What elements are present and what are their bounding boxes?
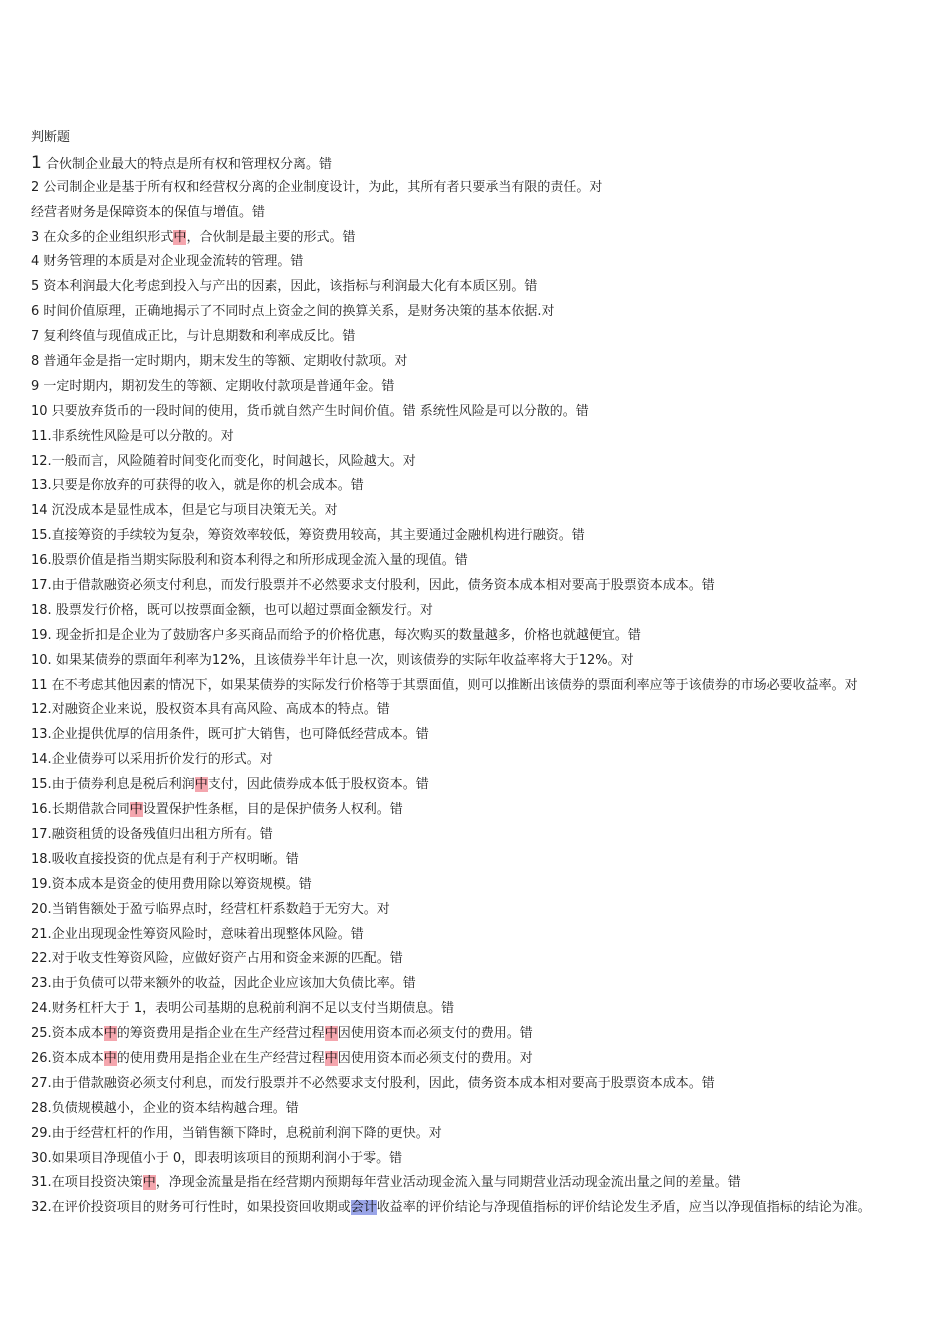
question-text: 资本成本 (51, 1050, 104, 1066)
question-text: 如果某债券的票面年利率为12%，且该债券半年计息一次，则该债券的实际年收益率将大于12%。对 (51, 652, 634, 668)
question-line (31, 325, 946, 350)
question-number: 26. (31, 1050, 52, 1066)
question-text: 只要是你放弃的可获得的收入，就是你的机会成本。错 (51, 478, 364, 494)
question-line (31, 1022, 946, 1047)
question-number: 24. (31, 1001, 52, 1017)
question-line (31, 1047, 946, 1072)
question-text: 在评价投资项目的财务可行性时，如果投资回收期或 (51, 1200, 351, 1216)
question-line (31, 474, 946, 499)
question-number: 4 (31, 254, 40, 270)
question-text: 因使用资本而必须支付的费用。错 (337, 1026, 533, 1042)
question-line (31, 848, 946, 873)
question-number: 15. (31, 528, 52, 544)
search-highlight: 中 (103, 1026, 117, 1042)
question-text: 在项目投资决策 (51, 1175, 143, 1191)
question-text: 现金折扣是企业为了鼓励客户多买商品而给予的价格优惠，每次购买的数量越多，价格也就越便宜。错 (51, 627, 641, 643)
question-text: 长期借款合同 (51, 802, 130, 818)
question-line (31, 1196, 946, 1221)
question-line (31, 1147, 946, 1172)
search-highlight: 中 (103, 1050, 117, 1066)
question-text: 由于借款融资必须支付利息，而发行股票并不必然要求支付股利，因此，债务资本成本相对要高于股票资本成本。错 (51, 1075, 715, 1091)
question-number: 17. (31, 826, 52, 842)
question-number: 11 (31, 677, 48, 693)
question-text: ，净现金流量是指在经营期内预期每年营业活动现金流入量与同期营业活动现金流出量之间的差量。错 (155, 1175, 741, 1191)
question-line (31, 300, 946, 325)
question-text: 由于借款融资必须支付利息，而发行股票并不必然要求支付股利，因此，债务资本成本相对要高于股票资本成本。错 (51, 578, 715, 594)
question-line (31, 624, 946, 649)
question-text: 如果项目净现值小于 0，即表明该项目的预期利润小于零。错 (51, 1150, 403, 1166)
question-number: 12. (31, 702, 52, 718)
question-line (31, 798, 946, 823)
question-number: 6 (31, 304, 40, 320)
question-number: 10 (31, 403, 48, 419)
question-line (31, 923, 946, 948)
section-title: 判断题 (31, 130, 71, 145)
question-line (31, 823, 946, 848)
question-number: 16. (31, 553, 52, 569)
question-text: 资本利润最大化考虑到投入与产出的因素，因此，该指标与利润最大化有本质区别。错 (39, 279, 538, 295)
search-highlight: 中 (194, 777, 208, 793)
question-line (31, 674, 946, 699)
question-text: 沉没成本是显性成本，但是它与项目决策无关。对 (47, 503, 338, 519)
question-text: 因使用资本而必须支付的费用。对 (337, 1050, 533, 1066)
question-number: 13. (31, 727, 52, 743)
question-line (31, 250, 946, 275)
question-line (31, 599, 946, 624)
question-number: 1 (31, 152, 42, 173)
question-line (31, 873, 946, 898)
question-text: 收益率的评价结论与净现值指标的评价结论发生矛盾，应当以净现值指标的结论为准。 (376, 1200, 871, 1216)
question-text: 资本成本是资金的使用费用除以筹资规模。错 (51, 876, 312, 892)
question-text: 直接筹资的手续较为复杂，筹资效率较低，筹资费用较高，其主要通过金融机构进行融资。错 (51, 528, 585, 544)
question-text: 经营者财务是保障资本的保值与增值。错 (31, 204, 266, 220)
question-line (31, 201, 946, 226)
question-text: 融资租赁的设备残值归出租方所有。错 (51, 826, 273, 842)
question-text: 复利终值与现值成正比，与计息期数和利率成反比。错 (39, 329, 356, 345)
question-number: 29. (31, 1125, 52, 1141)
question-text: 只要放弃货币的一段时间的使用，货币就自然产生时间价值。错 系统性风险是可以分散的。错 (47, 403, 589, 419)
question-number: 5 (31, 279, 40, 295)
question-line (31, 997, 946, 1022)
question-number: 11. (31, 428, 52, 444)
question-line (31, 773, 946, 798)
question-line (31, 898, 946, 923)
question-line (31, 375, 946, 400)
question-text: 在众多的企业组织形式 (39, 229, 174, 245)
question-line (31, 524, 946, 549)
question-line (31, 748, 946, 773)
question-line (31, 549, 946, 574)
question-text: 公司制企业是基于所有权和经营权分离的企业制度设计，为此，其所有者只要承当有限的责任。对 (39, 179, 603, 195)
question-line (31, 176, 946, 201)
question-text: 对于收支性筹资风险，应做好资产占用和资金来源的匹配。错 (51, 951, 403, 967)
question-text: 企业出现现金性筹资风险时，意味着出现整体风险。错 (51, 926, 364, 942)
question-text: 一般而言，风险随着时间变化而变化，时间越长，风险越大。对 (51, 453, 416, 469)
question-text: 企业债券可以采用折价发行的形式。对 (51, 752, 273, 768)
question-number: 16. (31, 802, 52, 818)
question-text: 支付，因此债券成本低于股权资本。错 (207, 777, 429, 793)
question-number: 28. (31, 1100, 52, 1116)
question-text: 财务管理的本质是对企业现金流转的管理。错 (39, 254, 304, 270)
question-number: 8 (31, 354, 40, 370)
question-text: 负债规模越小，企业的资本结构越合理。错 (51, 1100, 299, 1116)
search-highlight: 中 (324, 1050, 338, 1066)
question-line (31, 947, 946, 972)
question-line (31, 723, 946, 748)
question-number: 22. (31, 951, 52, 967)
question-line (31, 151, 946, 176)
question-number: 27. (31, 1075, 52, 1091)
question-number: 19. (31, 876, 52, 892)
question-list (31, 151, 946, 1221)
question-text: 非系统性风险是可以分散的。对 (51, 428, 234, 444)
question-text: ，合伙制是最主要的形式。错 (186, 229, 356, 245)
question-number: 3 (31, 229, 40, 245)
question-text: 当销售额处于盈亏临界点时，经营杠杆系数趋于无穷大。对 (51, 901, 390, 917)
question-text: 财务杠杆大于 1，表明公司基期的息税前利润不足以支付当期债息。错 (51, 1001, 455, 1017)
question-line (31, 1122, 946, 1147)
question-number: 2 (31, 179, 40, 195)
question-text: 的筹资费用是指企业在生产经营过程 (116, 1026, 325, 1042)
question-number: 13. (31, 478, 52, 494)
search-highlight: 中 (129, 802, 143, 818)
question-text: 合伙制企业最大的特点是所有权和管理权分离。错 (41, 156, 332, 172)
question-number: 19. (31, 627, 52, 643)
question-line (31, 275, 946, 300)
question-text: 股票发行价格，既可以按票面金额，也可以超过票面金额发行。对 (51, 602, 433, 618)
document-body (31, 126, 946, 1221)
question-line (31, 574, 946, 599)
question-line (31, 1097, 946, 1122)
question-text: 设置保护性条框，目的是保护债务人权利。错 (142, 802, 403, 818)
question-line (31, 226, 946, 251)
question-line (31, 499, 946, 524)
question-number: 17. (31, 578, 52, 594)
question-line (31, 649, 946, 674)
question-text: 股票价值是指当期实际股利和资本利得之和所形成现金流入量的现值。错 (51, 553, 468, 569)
search-highlight: 中 (173, 229, 187, 245)
search-highlight: 中 (324, 1026, 338, 1042)
question-number: 14. (31, 752, 52, 768)
question-number: 21. (31, 926, 52, 942)
question-line (31, 450, 946, 475)
question-number: 31. (31, 1175, 52, 1191)
question-line (31, 425, 946, 450)
question-text: 普通年金是指一定时期内，期末发生的等额、定期收付款项。对 (39, 354, 408, 370)
question-text: 由于债券利息是税后利润 (51, 777, 195, 793)
keyword-highlight: 会计 (350, 1200, 377, 1216)
question-line (31, 400, 946, 425)
question-line (31, 1072, 946, 1097)
question-number: 10. (31, 652, 52, 668)
question-text: 一定时期内，期初发生的等额、定期收付款项是普通年金。错 (39, 378, 395, 394)
question-line (31, 350, 946, 375)
search-highlight: 中 (142, 1175, 156, 1191)
question-number: 18. (31, 602, 52, 618)
question-number: 23. (31, 976, 52, 992)
question-number: 30. (31, 1150, 52, 1166)
question-number: 15. (31, 777, 52, 793)
question-text: 时间价值原理，正确地揭示了不同时点上资金之间的换算关系，是财务决策的基本依据.对 (39, 304, 555, 320)
question-number: 9 (31, 378, 40, 394)
question-number: 18. (31, 851, 52, 867)
question-number: 32. (31, 1200, 52, 1216)
question-line (31, 698, 946, 723)
question-text: 由于经营杠杆的作用，当销售额下降时，息税前利润下降的更快。对 (51, 1125, 442, 1141)
question-number: 14 (31, 503, 48, 519)
question-number: 12. (31, 453, 52, 469)
question-line (31, 1171, 946, 1196)
question-text: 对融资企业来说，股权资本具有高风险、高成本的特点。错 (51, 702, 390, 718)
question-number: 7 (31, 329, 40, 345)
question-text: 企业提供优厚的信用条件，既可扩大销售，也可降低经营成本。错 (51, 727, 429, 743)
question-text: 的使用费用是指企业在生产经营过程 (116, 1050, 325, 1066)
question-line (31, 972, 946, 997)
question-number: 25. (31, 1026, 52, 1042)
question-text: 由于负债可以带来额外的收益，因此企业应该加大负债比率。错 (51, 976, 416, 992)
question-text: 资本成本 (51, 1026, 104, 1042)
question-text: 吸收直接投资的优点是有利于产权明晰。错 (51, 851, 299, 867)
question-number: 20. (31, 901, 52, 917)
question-text: 在不考虑其他因素的情况下，如果某债券的实际发行价格等于其票面值，则可以推断出该债券的票面利率应等于该债券的市场必要收益率。对 (47, 677, 858, 693)
